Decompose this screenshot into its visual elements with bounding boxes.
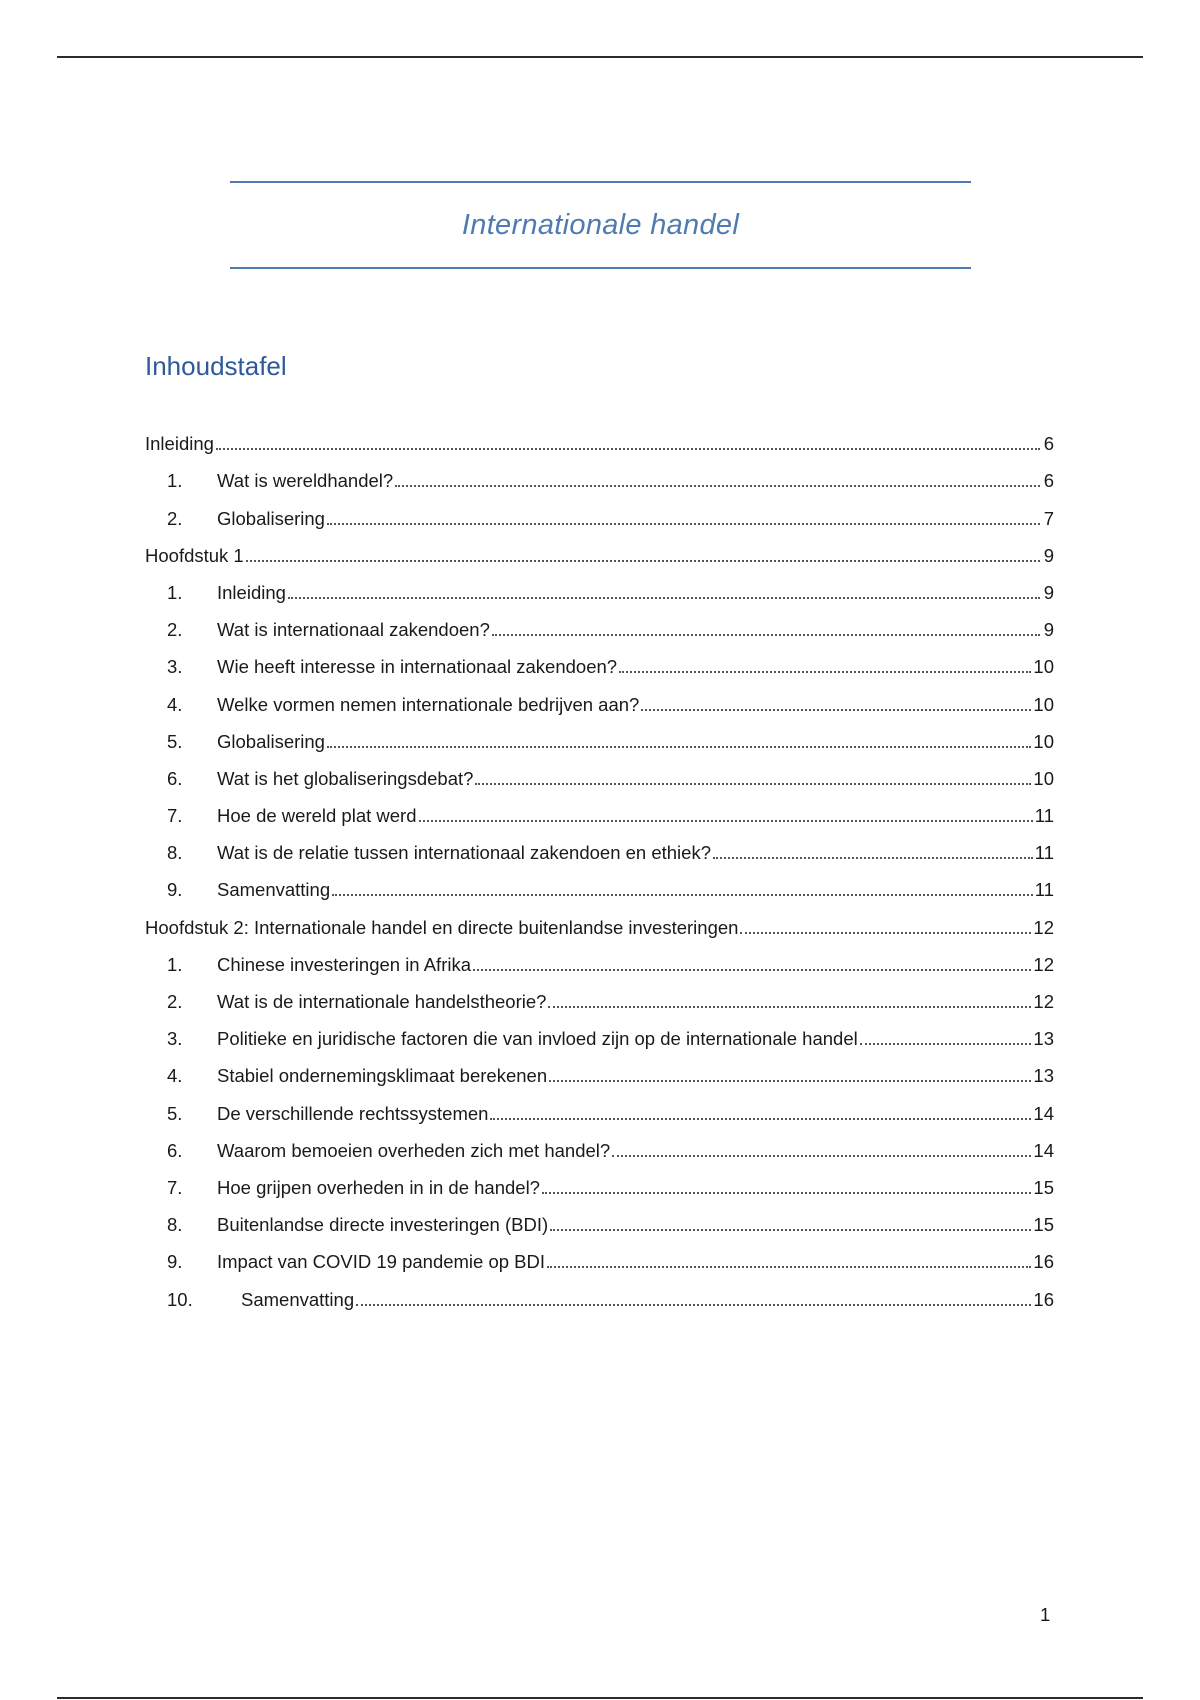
toc-entry[interactable]: 4. Stabiel ondernemingsklimaat berekenen 13 <box>167 1065 1054 1087</box>
toc-entry-page: 12 <box>1033 953 1054 975</box>
toc-entry-page: 10 <box>1033 730 1054 752</box>
toc-dot-leader <box>327 746 1031 748</box>
toc-dot-leader <box>550 1229 1031 1231</box>
toc-entry-title: Buitenlandse directe investeringen (BDI) <box>217 1214 549 1236</box>
toc-entry-page: 9 <box>1043 581 1054 603</box>
footer-rule <box>57 1697 1143 1699</box>
toc-entry-title: Globalisering <box>217 507 325 529</box>
toc-entry[interactable]: 7. Hoe de wereld plat werd 11 <box>167 805 1054 827</box>
toc-entry-page: 14 <box>1033 1139 1054 1161</box>
toc-entry[interactable]: 2. Wat is internationaal zakendoen? 9 <box>167 619 1054 641</box>
toc-dot-leader <box>356 1304 1031 1306</box>
toc-entry[interactable]: 3. Wie heeft interesse in internationaal zakendoen? 10 <box>167 656 1054 678</box>
toc-dot-leader <box>619 671 1031 673</box>
toc-entry[interactable]: 6. Waarom bemoeien overheden zich met handel? 14 <box>167 1139 1054 1161</box>
toc-dot-leader <box>490 1118 1031 1120</box>
toc-entry-title: Hoe grijpen overheden in in de handel? <box>217 1176 540 1198</box>
toc-entry[interactable]: 9. Impact van COVID 19 pandemie op BDI 16 <box>167 1251 1054 1273</box>
toc-entry[interactable]: 2. Globalisering 7 <box>167 507 1054 529</box>
toc-entry-page: 9 <box>1043 619 1054 641</box>
toc-entry-title: Hoofdstuk 1 <box>145 544 244 566</box>
toc-entry-page: 10 <box>1033 767 1054 789</box>
toc-entry-title: Welke vormen nemen internationale bedrijven aan? <box>217 693 640 715</box>
toc-entry-page: 12 <box>1033 916 1054 938</box>
toc-entry[interactable]: 10. Samenvatting 16 <box>167 1288 1054 1310</box>
toc-dot-leader <box>549 1080 1031 1082</box>
toc-entry[interactable]: 5. De verschillende rechtssystemen 14 <box>167 1102 1054 1124</box>
toc-entry[interactable]: 2. Wat is de internationale handelstheorie? 12 <box>167 991 1054 1012</box>
toc-entry-title: Hoe de wereld plat werd <box>217 805 417 827</box>
toc-entry-title: Hoofdstuk 2: Internationale handel en directe buitenlandse investeringen <box>145 916 739 938</box>
toc-entry-title: Samenvatting <box>217 879 331 901</box>
toc-entry-page: 10 <box>1033 693 1054 715</box>
toc-entry-page: 7 <box>1043 507 1054 529</box>
toc-entry-title: Wat is het globaliseringsdebat? <box>217 767 474 789</box>
toc-entry-page: 15 <box>1033 1214 1054 1236</box>
document-title: Internationale handel <box>461 208 740 241</box>
toc-entry-page: 6 <box>1043 433 1054 455</box>
toc-entry[interactable]: 1. Inleiding 9 <box>167 581 1054 603</box>
title-block <box>230 181 971 269</box>
toc-entry-title: Wat is internationaal zakendoen? <box>217 619 490 641</box>
toc-entry-title: Wat is de relatie tussen internationaal zakendoen en ethiek? <box>217 842 711 864</box>
toc-entry-page: 6 <box>1043 470 1054 492</box>
toc-entry-page: 11 <box>1034 805 1054 827</box>
toc-dot-leader <box>288 597 1040 599</box>
toc-entry[interactable]: 9. Samenvatting 11 <box>167 879 1054 901</box>
toc-entry[interactable] <box>145 418 1054 455</box>
toc-entry-page: 16 <box>1033 1251 1054 1273</box>
toc-entry[interactable]: 8. Wat is de relatie tussen internationaal zakendoen en ethiek? 11 <box>167 842 1054 864</box>
toc-dot-leader <box>419 820 1033 822</box>
toc-entry-title: Wat is wereldhandel? <box>217 470 394 492</box>
toc-entry-page: 11 <box>1034 879 1054 901</box>
toc-dot-leader <box>641 709 1031 711</box>
toc-entry[interactable]: 1. Chinese investeringen in Afrika 12 <box>167 953 1054 975</box>
toc-dot-leader <box>542 1192 1031 1194</box>
toc-dot-leader <box>332 894 1033 896</box>
toc-entry-page: 12 <box>1033 991 1054 1012</box>
toc-entry-title: Wie heeft interesse in internationaal zakendoen? <box>217 656 618 678</box>
page-number: 1 <box>1040 1604 1051 1625</box>
toc-entry-title: Wat is de internationale handelstheorie? <box>217 991 547 1012</box>
toc-entry-title: Impact van COVID 19 pandemie op BDI <box>217 1251 546 1273</box>
toc-entry-title: Samenvatting <box>241 1288 355 1310</box>
toc-dot-leader <box>860 1043 1032 1045</box>
toc-entry[interactable]: 5. Globalisering 10 <box>167 730 1054 752</box>
toc-entry-title: Inleiding <box>217 581 286 603</box>
toc-entry[interactable]: 3. Politieke en juridische factoren die van invloed zijn op de internationale handel 13 <box>167 1028 1054 1050</box>
toc-heading: Inhoudstafel <box>145 351 287 381</box>
toc-dot-leader <box>548 1006 1031 1008</box>
toc-entry-page: 13 <box>1033 1028 1054 1050</box>
toc-dot-leader <box>547 1266 1031 1268</box>
toc-entry-title: De verschillende rechtssystemen <box>217 1102 489 1124</box>
toc-dot-leader <box>327 523 1040 525</box>
toc-entry[interactable]: 1. Wat is wereldhandel? 6 <box>167 470 1054 492</box>
toc-entry-page: 11 <box>1034 842 1054 864</box>
toc-entry-title: Waarom bemoeien overheden zich met handel? <box>217 1139 611 1161</box>
toc-entry-title: Inleiding <box>145 433 214 455</box>
toc-entry-page: 15 <box>1033 1176 1054 1198</box>
header-rule <box>57 56 1143 58</box>
toc-entry-page: 9 <box>1043 544 1054 566</box>
toc-entry-title: Chinese investeringen in Afrika <box>217 953 472 975</box>
toc-entry-page: 14 <box>1033 1102 1054 1124</box>
toc-entry[interactable] <box>145 530 1054 567</box>
toc-dot-leader <box>492 634 1040 636</box>
toc-entry-title: Stabiel ondernemingsklimaat berekenen <box>217 1065 548 1087</box>
toc-dot-leader <box>473 969 1031 971</box>
toc-entry-page: 16 <box>1033 1288 1054 1310</box>
toc-dot-leader <box>740 932 1031 934</box>
toc-entry-title: Globalisering <box>217 730 325 752</box>
toc-entry[interactable]: 6. Wat is het globaliseringsdebat? 10 <box>167 767 1054 789</box>
toc-entry[interactable]: 8. Buitenlandse directe investeringen (BDI) 15 <box>167 1214 1054 1236</box>
toc-entry[interactable]: 7. Hoe grijpen overheden in in de handel? 15 <box>167 1176 1054 1198</box>
toc-dot-leader <box>216 448 1040 450</box>
toc-entry-title: Politieke en juridische factoren die van invloed zijn op de internationale handel <box>217 1028 858 1050</box>
toc-entry-page: 13 <box>1033 1065 1054 1087</box>
table-of-contents <box>145 418 1054 1311</box>
toc-dot-leader <box>612 1155 1031 1157</box>
toc-entry[interactable]: 4. Welke vormen nemen internationale bedrijven aan? 10 <box>167 693 1054 715</box>
toc-dot-leader <box>475 783 1031 785</box>
toc-dot-leader <box>246 560 1040 562</box>
toc-entry-page: 10 <box>1033 656 1054 678</box>
toc-dot-leader <box>713 857 1033 859</box>
toc-entry[interactable] <box>145 901 1054 938</box>
toc-dot-leader <box>395 485 1040 487</box>
